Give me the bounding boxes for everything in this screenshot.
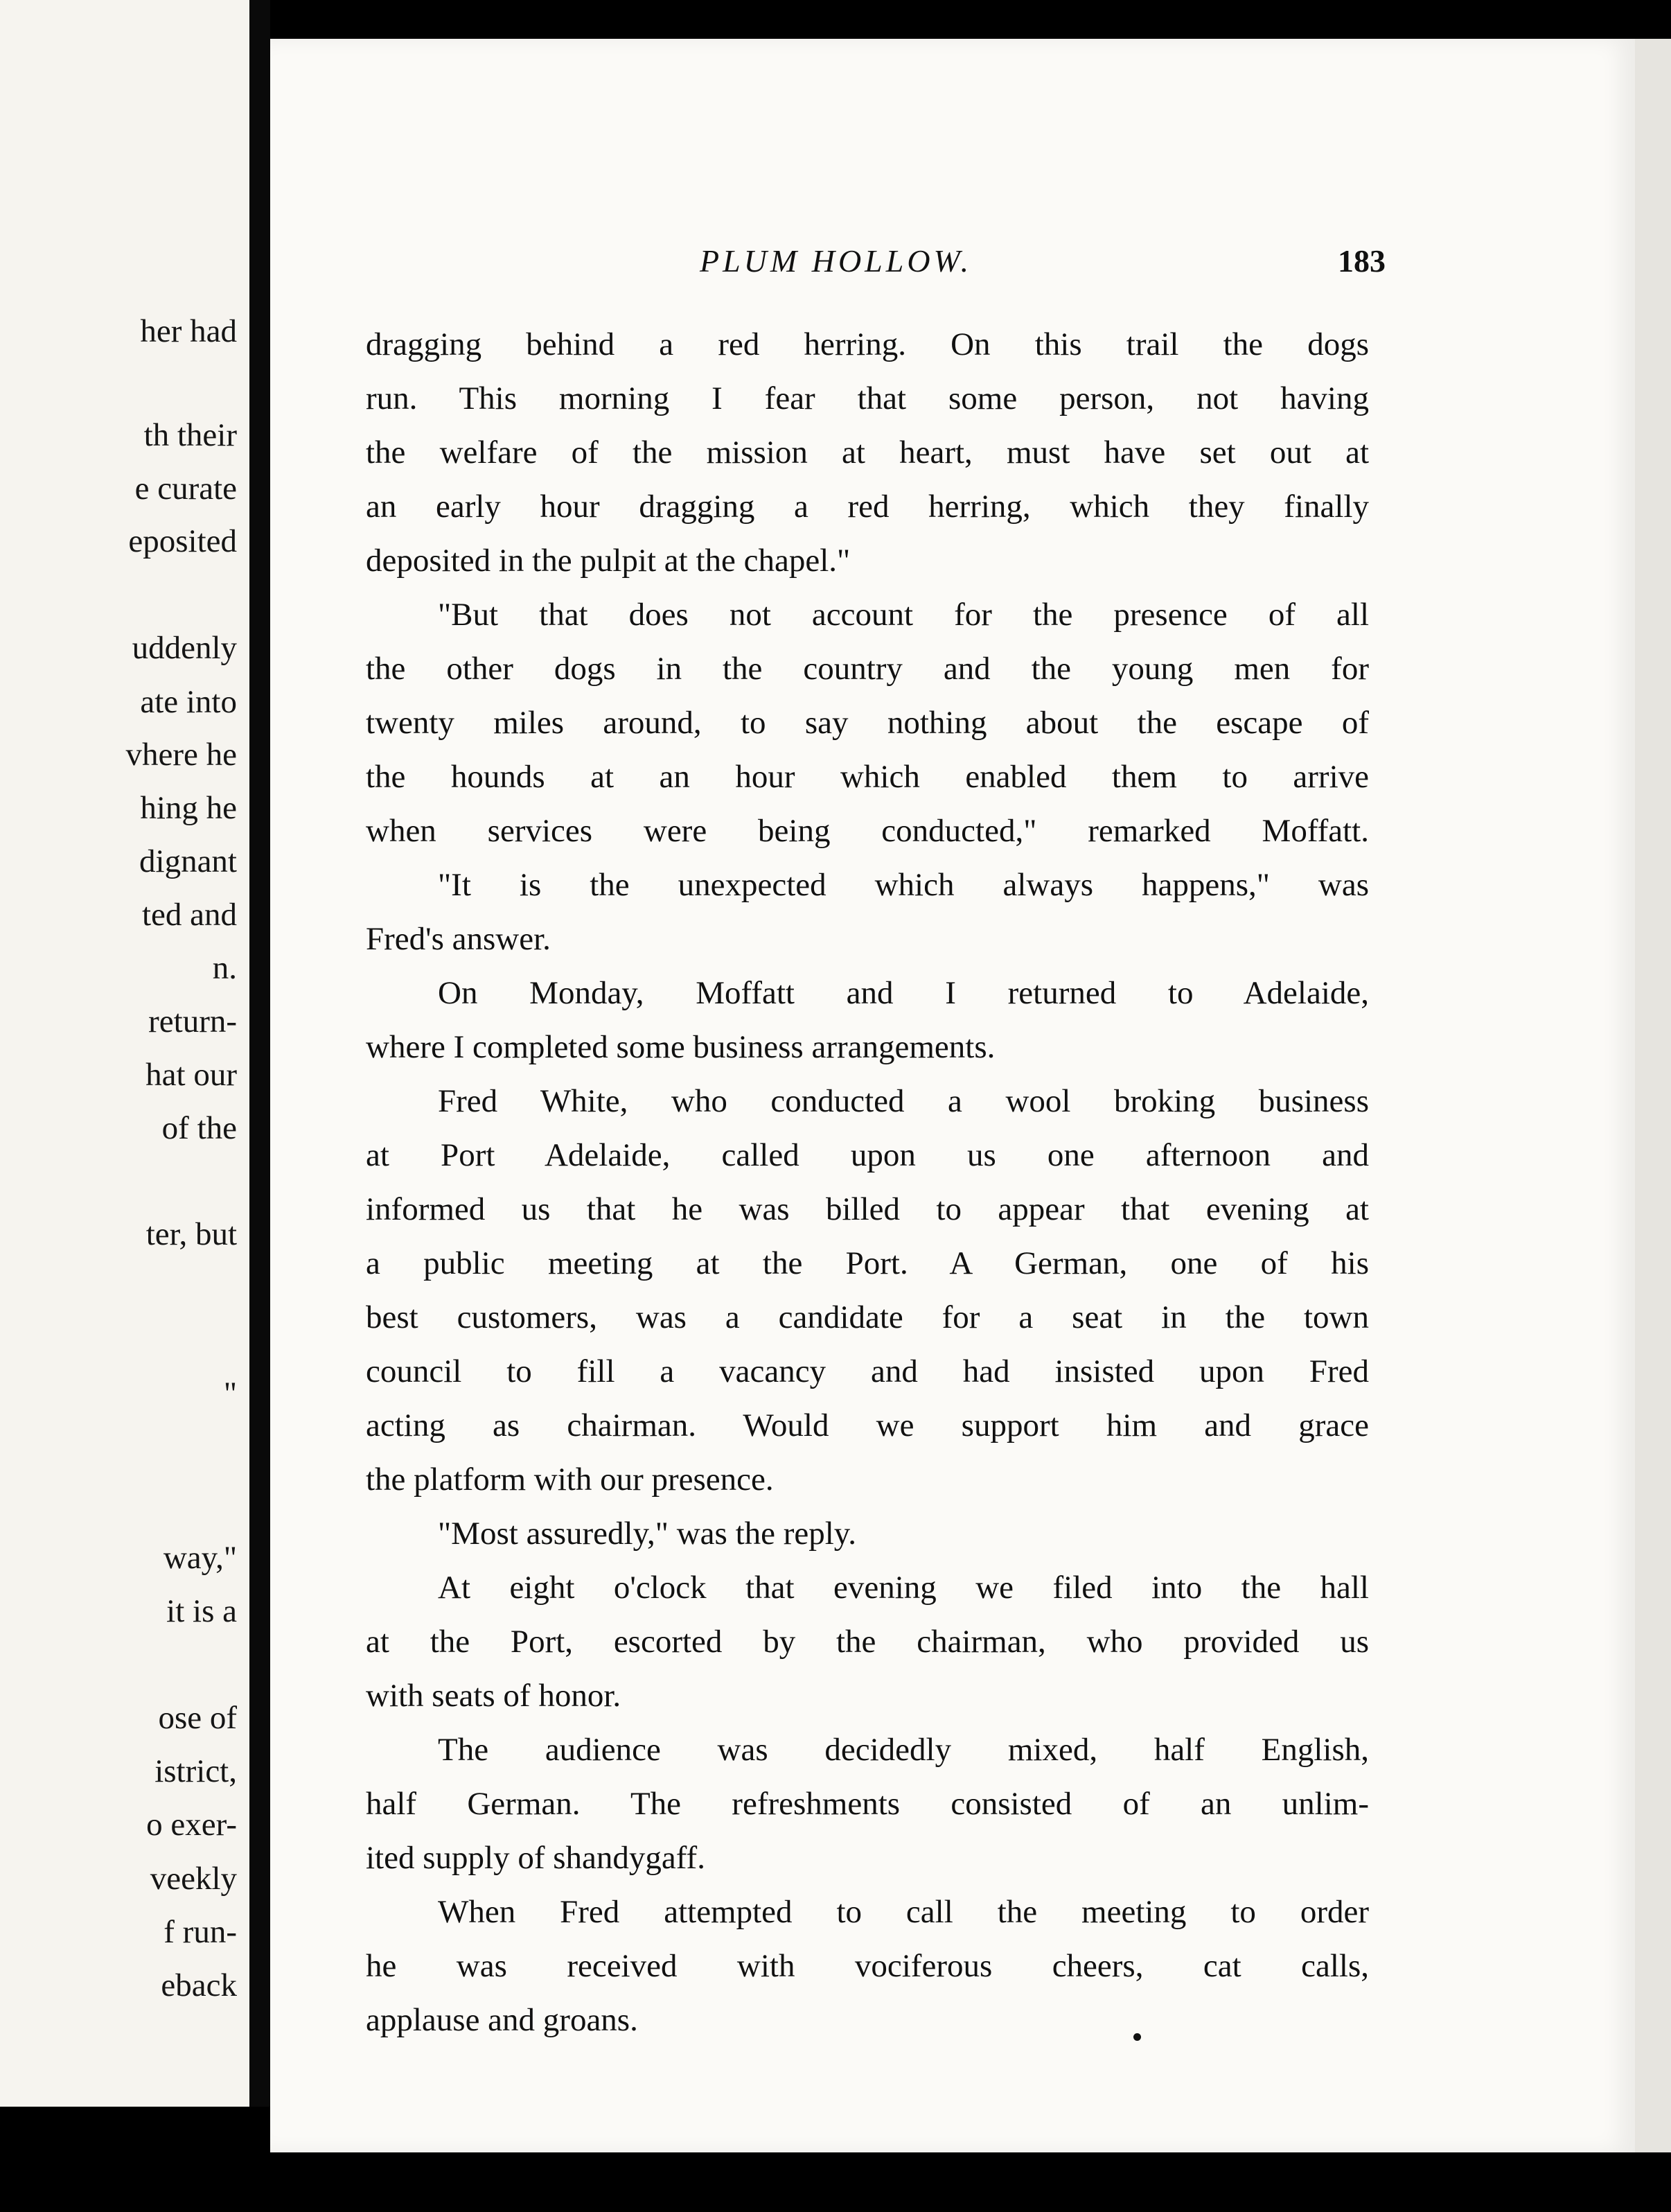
left-page-line: way,"	[163, 1540, 237, 1576]
text-line: when services were being conducted," remarked Moffatt.	[366, 813, 1369, 849]
page-number: 183	[1338, 243, 1386, 279]
left-page-line: return-	[148, 1003, 237, 1039]
left-page-line: istrict,	[154, 1753, 237, 1789]
previous-page-fragment	[0, 0, 249, 2107]
book-gutter	[249, 0, 270, 2107]
left-page-line: it is a	[166, 1593, 237, 1629]
text-line: "But that does not account for the presence of all	[438, 597, 1369, 633]
text-line: run. This morning I fear that some person, not having	[366, 380, 1369, 416]
left-page-line: "	[223, 1376, 237, 1412]
text-line: Fred's answer.	[366, 921, 551, 957]
left-page-line: uddenly	[132, 630, 237, 666]
left-page-line: dignant	[139, 843, 237, 879]
text-line: the welfare of the mission at heart, must have set out at	[366, 434, 1369, 471]
text-line: the other dogs in the country and the young men for	[366, 651, 1369, 687]
left-page-line: ted and	[141, 897, 237, 933]
ink-speck	[1133, 2033, 1141, 2041]
left-page-line: hat our	[145, 1057, 237, 1093]
page-edge	[1635, 39, 1671, 2152]
text-line: an early hour dragging a red herring, which they finally	[366, 489, 1369, 525]
text-line: informed us that he was billed to appear that evening at	[366, 1191, 1369, 1227]
left-page-line: eback	[161, 1967, 237, 2003]
text-line: a public meeting at the Port. A German, one of his	[366, 1245, 1369, 1281]
text-line: At eight o'clock that evening we filed into the hall	[438, 1570, 1369, 1606]
text-line: ited supply of shandygaff.	[366, 1840, 705, 1876]
left-page-line: f run-	[163, 1914, 237, 1950]
text-line: "It is the unexpected which always happens," was	[438, 867, 1369, 903]
left-page-line: n.	[212, 950, 237, 986]
text-line: council to fill a vacancy and had insisted upon Fred	[366, 1353, 1369, 1389]
text-line: "Most assuredly," was the reply.	[438, 1516, 857, 1552]
left-page-line: of the	[161, 1110, 237, 1146]
text-line: best customers, was a candidate for a seat in the town	[366, 1299, 1369, 1335]
left-page-line: vhere he	[125, 737, 237, 773]
text-line: Fred White, who conducted a wool broking business	[438, 1083, 1369, 1119]
left-page-line: e curate	[134, 471, 237, 507]
text-line: where I completed some business arrangements.	[366, 1029, 996, 1065]
left-page-line: hing he	[140, 790, 237, 826]
text-line: twenty miles around, to say nothing about the escape of	[366, 705, 1369, 741]
text-line: When Fred attempted to call the meeting to order	[438, 1894, 1369, 1930]
left-page-line: eposited	[128, 523, 237, 559]
text-line: applause and groans.	[366, 2002, 638, 2038]
text-line: half German. The refreshments consisted of an unlim-	[366, 1786, 1369, 1822]
text-line: On Monday, Moffatt and I returned to Adelaide,	[438, 975, 1369, 1011]
text-line: the platform with our presence.	[366, 1462, 774, 1498]
text-line: at Port Adelaide, called upon us one afternoon and	[366, 1137, 1369, 1173]
left-page-line: ate into	[140, 684, 237, 720]
text-line: dragging behind a red herring. On this trail the dogs	[366, 326, 1369, 362]
page-header	[700, 243, 1386, 291]
text-line: at the Port, escorted by the chairman, who provided us	[366, 1624, 1369, 1660]
left-page-line: th their	[143, 417, 237, 453]
text-line: with seats of honor.	[366, 1678, 621, 1714]
left-page-line: her had	[140, 313, 237, 349]
text-line: The audience was decidedly mixed, half English,	[438, 1732, 1369, 1768]
text-line: he was received with vociferous cheers, cat calls,	[366, 1948, 1369, 1984]
left-page-line: ose of	[158, 1700, 237, 1736]
text-line: the hounds at an hour which enabled them to arrive	[366, 759, 1369, 795]
text-line: acting as chairman. Would we support him and grace	[366, 1407, 1369, 1443]
left-page-line: ter, but	[145, 1216, 237, 1252]
left-page-line: veekly	[150, 1861, 237, 1897]
running-head: PLUM HOLLOW.	[700, 243, 973, 279]
text-line: deposited in the pulpit at the chapel."	[366, 543, 851, 579]
page-body-text	[366, 317, 1369, 2047]
left-page-line: o exer-	[146, 1807, 237, 1843]
